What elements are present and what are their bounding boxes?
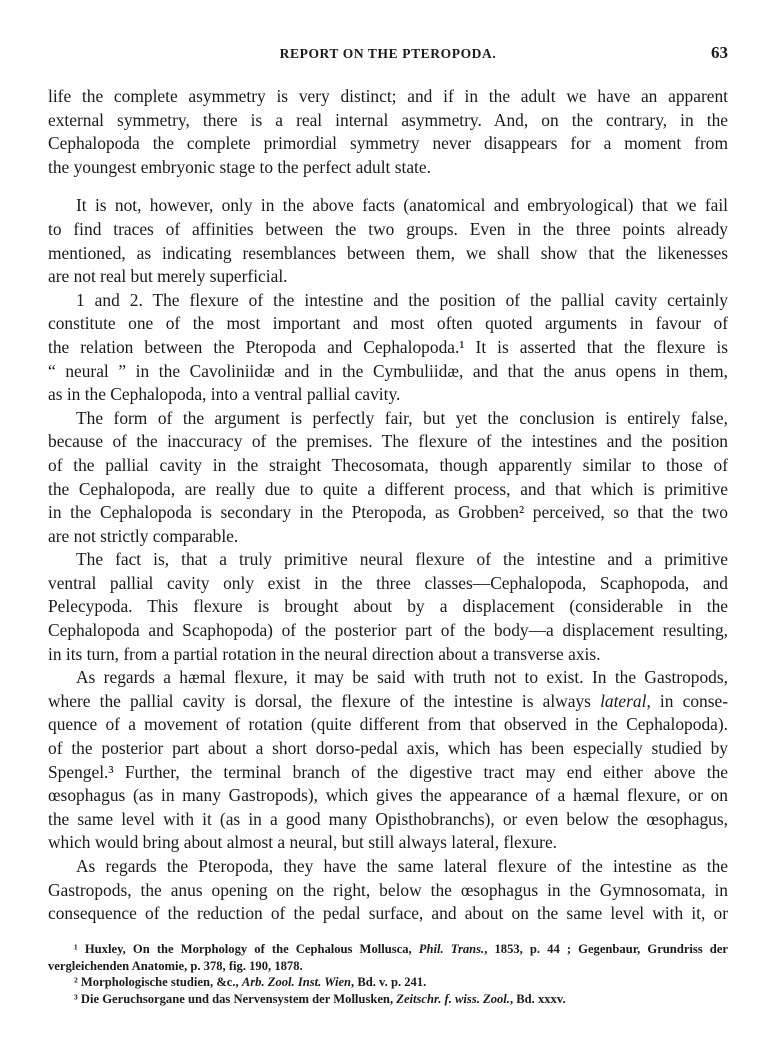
paragraph-line: mentioned, as indicating resemblances between them, we shall show that the likenesses [48, 242, 728, 263]
paragraph-line: As regards a hæmal flexure, it may be said with truth not to exist. In the Gastropods, [76, 667, 728, 688]
paragraph [48, 407, 728, 549]
paragraph-line: Spengel.³ Further, the terminal branch of the digestive tract may end either above the [48, 761, 728, 782]
text-segment: ¹ Huxley, On the Morphology of the Cephalous Mollusca, [74, 942, 419, 956]
footnotes [48, 941, 728, 1007]
page-number: 63 [711, 43, 728, 62]
paragraph-line: Cephalopoda the complete primordial symmetry never disappears for a moment from [48, 133, 728, 154]
paragraph-line: the Cephalopoda, are really due to quite a different process, and that which is primitive [48, 478, 728, 499]
paragraph-line: are not real but merely superficial. [48, 266, 288, 287]
italic-text: Arb. Zool. Inst. Wien [241, 975, 352, 990]
footnote [48, 991, 728, 1008]
footnote-line [48, 991, 728, 1008]
text-segment: , Bd. v. p. 241. [351, 975, 427, 990]
paragraph-line: 1 and 2. The flexure of the intestine and the position of the pallial cavity certainly [76, 289, 728, 310]
paragraph [48, 194, 728, 288]
paragraph-line: in its turn, from a partial rotation in the neural direction about a transverse axis. [48, 643, 601, 664]
text-segment: ³ Die Geruchsorgane und das Nervensystem der Mollusken, [74, 991, 397, 1006]
paragraph [48, 855, 728, 926]
italic-text: lateral [600, 690, 647, 711]
paragraph [48, 666, 728, 855]
italic-text: Zeitschr. f. wiss. Zool. [396, 991, 510, 1006]
paragraph-line: in the Cephalopoda is secondary in the Pteropoda, as Grobben² perceived, so that the two [48, 502, 728, 523]
text-segment: , Bd. xxxv. [509, 991, 566, 1006]
italic-text: Phil. Trans. [418, 942, 485, 956]
paragraph [48, 289, 728, 407]
paragraph-line: to find traces of affinities between the two groups. Even in the three points already [48, 218, 728, 239]
paragraph-line: “ neural ” in the Cavoliniidæ and in the Cymbuliidæ, and that the anus opens in them, [48, 360, 728, 381]
footnote-line [48, 974, 728, 991]
paragraph-line: the youngest embryonic stage to the perfect adult state. [48, 156, 431, 177]
paragraph-line: consequence of the reduction of the pedal surface, and about on the same level with it, or [48, 903, 728, 924]
paragraph-line: of the posterior part about a short dorso-pedal axis, which has been especially studied by [48, 738, 728, 759]
page-header [48, 43, 728, 66]
running-title: REPORT ON THE PTEROPODA. [279, 46, 497, 61]
paragraph-line: ventral pallial cavity only exist in the three classes—Cephalopoda, Scaphopoda, and [48, 572, 728, 593]
text-segment: , 1853, p. 44 ; Gegenbaur, Grundriss der [484, 942, 728, 956]
paragraph-line: Gastropods, the anus opening on the right, below the œsophagus in the Gymnosomata, in [48, 879, 728, 900]
footnote [48, 941, 728, 974]
paragraph-line: It is not, however, only in the above facts (anatomical and embryological) that we fail [76, 195, 728, 216]
paragraph-line: of the pallial cavity in the straight Thecosomata, though apparently similar to those of [48, 454, 728, 475]
paragraph-line: external symmetry, there is a real internal asymmetry. And, on the contrary, in the [48, 109, 728, 130]
text-segment: ² Morphologische studien, &c., [74, 975, 242, 990]
paragraph-line: the relation between the Pteropoda and Cephalopoda.¹ It is asserted that the flexure is [48, 336, 728, 357]
paragraph-line: constitute one of the most important and most often quoted arguments in favour of [48, 313, 728, 334]
text-segment: where the pallial cavity is dorsal, the flexure of the intestine is always [48, 690, 601, 711]
paragraph-line: are not strictly comparable. [48, 525, 239, 546]
paragraph-line: life the complete asymmetry is very distinct; and if in the adult we have an apparent [48, 86, 728, 106]
paragraph-line: The fact is, that a truly primitive neural flexure of the intestine and a primitive [76, 549, 728, 570]
paragraph-line: Pelecypoda. This flexure is brought about by a displacement (considerable in the [48, 596, 728, 617]
paragraph-line: œsophagus (as in many Gastropods), which gives the appearance of a hæmal flexure, or on [48, 785, 728, 806]
paragraph-line: The form of the argument is perfectly fair, but yet the conclusion is entirely false, [76, 407, 728, 428]
paragraph-line: quence of a movement of rotation (quite different from that observed in the Cephalopoda). [48, 714, 728, 735]
text-segment: , in conse- [646, 690, 728, 711]
paragraph [48, 85, 728, 179]
paragraph-line: the same level with it (as in a good many Opisthobranchs), or even below the œsophagus, [48, 808, 728, 829]
paragraph-line: because of the inaccuracy of the premises. The flexure of the intestines and the position [48, 431, 728, 452]
footnote-line [48, 941, 728, 958]
paragraph-line: As regards the Pteropoda, they have the same lateral flexure of the intestine as the [76, 856, 728, 876]
footnote [48, 974, 728, 991]
paragraph-line: Cephalopoda and Scaphopoda) of the posterior part of the body—a displacement resulting, [48, 620, 728, 641]
paragraph-line: as in the Cephalopoda, into a ventral pallial cavity. [48, 384, 401, 405]
paragraph [48, 548, 728, 666]
paragraph-line [48, 690, 728, 714]
footnote-line: vergleichenden Anatomie, p. 378, fig. 190, 1878. [48, 958, 303, 973]
paragraph-line: which would bring about almost a neural, but still always lateral, flexure. [48, 832, 558, 853]
body-text [48, 85, 728, 926]
